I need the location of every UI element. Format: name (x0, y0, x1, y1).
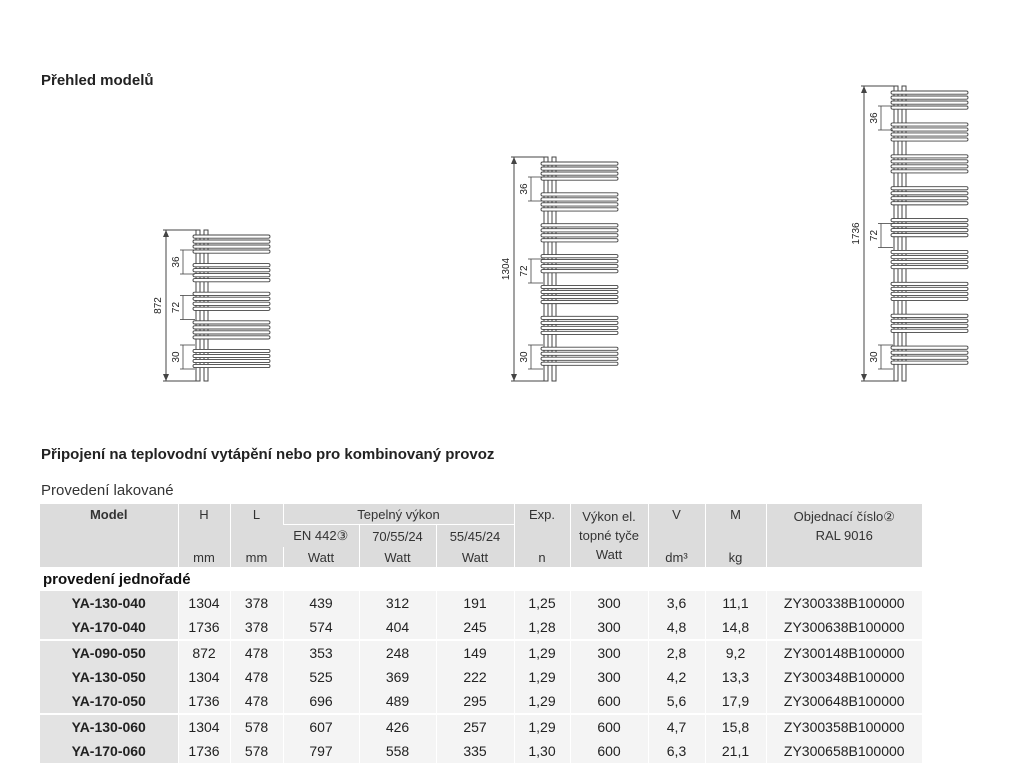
table-row (40, 689, 922, 714)
cell-l: 378 (230, 591, 283, 615)
cell-h: 1304 (178, 665, 230, 689)
radiator-drawing-small (153, 230, 270, 381)
radiator-bar (891, 91, 968, 94)
radiator-bar (891, 138, 968, 141)
header-power: Výkon el. topné tyče Watt (570, 504, 648, 567)
dimension-72-label: 72 (171, 301, 182, 314)
cell-en442: 797 (283, 739, 359, 763)
radiator-bar (891, 282, 968, 285)
radiator-bar (891, 101, 968, 104)
dimension-36-label: 36 (519, 183, 530, 195)
cell-model: YA-170-050 (40, 689, 178, 714)
radiator-bar (541, 260, 618, 263)
cell-power: 600 (570, 689, 648, 714)
radiator-bar (541, 255, 618, 258)
radiator-bar (541, 331, 618, 334)
radiator-bar (891, 133, 968, 136)
radiator-bar (541, 352, 618, 355)
radiator-bar (541, 290, 618, 293)
cell-55-45-24: 222 (436, 665, 514, 689)
cell-power: 300 (570, 591, 648, 615)
cell-order: ZY300648B100000 (766, 689, 922, 714)
radiator-bar (193, 250, 270, 253)
cell-order: ZY300148B100000 (766, 640, 922, 665)
height-dimension-label: 1736 (851, 222, 862, 245)
radiator-bar (541, 198, 618, 201)
cell-power: 600 (570, 739, 648, 763)
radiator-bar (891, 234, 968, 237)
cell-h: 1304 (178, 591, 230, 615)
radiator-drawing-medium (501, 157, 618, 381)
radiator-bar (541, 321, 618, 324)
radiator-bar (541, 265, 618, 268)
arrow-down-icon (511, 374, 517, 381)
cell-55-45-24: 245 (436, 615, 514, 640)
header-en442: EN 442③ (283, 525, 359, 548)
radiator-bar (541, 234, 618, 237)
cell-h: 1736 (178, 615, 230, 640)
header-v: V (648, 504, 705, 547)
section-title-overview: Přehled modelů (41, 72, 154, 89)
radiator-bar (541, 316, 618, 319)
cell-l: 578 (230, 714, 283, 739)
table-row (40, 714, 922, 739)
unit-en442: Watt (283, 547, 359, 567)
radiator-bar (193, 349, 270, 352)
arrow-up-icon (511, 157, 517, 164)
cell-v: 3,6 (648, 591, 705, 615)
header-55-45-24: 55/45/24 (436, 525, 514, 548)
arrow-up-icon (861, 86, 867, 93)
dimension-36-label: 36 (869, 112, 880, 124)
radiator-bar (541, 295, 618, 298)
cell-exp: 1,29 (514, 640, 570, 665)
radiator-bar (891, 170, 968, 173)
cell-en442: 574 (283, 615, 359, 640)
cell-70-55-24: 312 (359, 591, 436, 615)
unit-55-45-24: Watt (436, 547, 514, 567)
radiator-bar (193, 364, 270, 367)
radiator-bar (541, 162, 618, 165)
cell-l: 578 (230, 739, 283, 763)
radiator-bar (891, 123, 968, 126)
radiator-bar (891, 361, 968, 364)
table-row (40, 615, 922, 640)
radiator-bar (891, 96, 968, 99)
radiator-bar (891, 297, 968, 300)
cell-model: YA-130-060 (40, 714, 178, 739)
section-title-connection: Připojení na teplovodní vytápění nebo pro kombinovaný provoz (41, 446, 495, 463)
radiator-bar (891, 260, 968, 263)
header-70-55-24: 70/55/24 (359, 525, 436, 548)
header-exp: Exp. (514, 504, 570, 547)
header-m: M (705, 504, 766, 547)
radiator-bar (193, 354, 270, 357)
radiator-bar (891, 351, 968, 354)
table-row (40, 640, 922, 665)
cell-en442: 353 (283, 640, 359, 665)
radiator-bar (891, 155, 968, 158)
cell-exp: 1,29 (514, 665, 570, 689)
radiator-bar (891, 192, 968, 195)
dimension-30-label: 30 (171, 351, 182, 363)
cell-en442: 607 (283, 714, 359, 739)
cell-l: 378 (230, 615, 283, 640)
radiator-bar (891, 219, 968, 222)
cell-v: 4,7 (648, 714, 705, 739)
cell-70-55-24: 404 (359, 615, 436, 640)
table-row (40, 591, 922, 615)
model-spec-table (40, 504, 922, 763)
unit-h: mm (178, 547, 230, 567)
radiator-bar (193, 245, 270, 248)
radiator-bar (891, 128, 968, 131)
unit-exp: n (514, 547, 570, 567)
arrow-up-icon (163, 230, 169, 237)
header-heat-output: Tepelný výkon (283, 504, 514, 525)
radiator-bar (891, 324, 968, 327)
dimension-30-label: 30 (869, 351, 880, 363)
cell-m: 15,8 (705, 714, 766, 739)
radiator-bar (891, 255, 968, 258)
cell-70-55-24: 489 (359, 689, 436, 714)
radiator-bar (891, 319, 968, 322)
cell-h: 1736 (178, 689, 230, 714)
radiator-bar (541, 347, 618, 350)
radiator-bar (891, 202, 968, 205)
dimension-72-label: 72 (519, 265, 530, 277)
cell-70-55-24: 426 (359, 714, 436, 739)
radiator-bar (193, 292, 270, 295)
radiator-bar (541, 193, 618, 196)
radiator-bar (891, 356, 968, 359)
cell-m: 14,8 (705, 615, 766, 640)
cell-model: YA-170-040 (40, 615, 178, 640)
cell-70-55-24: 558 (359, 739, 436, 763)
radiator-bar (193, 307, 270, 310)
cell-exp: 1,29 (514, 714, 570, 739)
cell-m: 9,2 (705, 640, 766, 665)
cell-m: 13,3 (705, 665, 766, 689)
radiator-bar (541, 203, 618, 206)
unit-model-empty (40, 547, 178, 567)
radiator-bar (541, 208, 618, 211)
radiator-bar (891, 197, 968, 200)
cell-h: 1304 (178, 714, 230, 739)
radiator-bar (541, 167, 618, 170)
cell-55-45-24: 257 (436, 714, 514, 739)
cell-en442: 439 (283, 591, 359, 615)
radiator-bar (891, 229, 968, 232)
cell-70-55-24: 248 (359, 640, 436, 665)
radiator-bar (891, 329, 968, 332)
radiator-bar (193, 359, 270, 362)
cell-order: ZY300638B100000 (766, 615, 922, 640)
height-dimension-label: 1304 (501, 257, 512, 281)
arrow-down-icon (861, 374, 867, 381)
cell-55-45-24: 295 (436, 689, 514, 714)
radiator-bar (193, 326, 270, 329)
radiator-bar (193, 235, 270, 238)
radiator-bar (891, 106, 968, 109)
cell-order: ZY300348B100000 (766, 665, 922, 689)
table-row (40, 739, 922, 763)
cell-l: 478 (230, 689, 283, 714)
section-subtitle-finish: Provedení lakované (41, 482, 174, 499)
cell-v: 4,8 (648, 615, 705, 640)
dimension-30-label: 30 (519, 351, 530, 363)
radiator-bar (891, 287, 968, 290)
radiator-bar (891, 160, 968, 163)
cell-model: YA-170-060 (40, 739, 178, 763)
radiator-bar (541, 239, 618, 242)
cell-power: 300 (570, 640, 648, 665)
group-label-single-row: provedení jednořadé (40, 567, 922, 591)
cell-70-55-24: 369 (359, 665, 436, 689)
cell-model: YA-130-040 (40, 591, 178, 615)
unit-m: kg (705, 547, 766, 567)
cell-v: 2,8 (648, 640, 705, 665)
radiator-bar (193, 336, 270, 339)
arrow-down-icon (163, 374, 169, 381)
radiator-bar (891, 265, 968, 268)
table-row (40, 665, 922, 689)
unit-v: dm³ (648, 547, 705, 567)
radiator-bar (541, 326, 618, 329)
height-dimension-label: 872 (153, 297, 164, 314)
radiator-bar (193, 264, 270, 267)
radiator-bar (541, 177, 618, 180)
radiator-bar (541, 285, 618, 288)
cell-55-45-24: 191 (436, 591, 514, 615)
cell-model: YA-090-050 (40, 640, 178, 665)
radiator-bar (193, 302, 270, 305)
header-order-number: Objednací číslo② RAL 9016 (766, 504, 922, 567)
radiator-bar (193, 240, 270, 243)
radiator-bar (891, 346, 968, 349)
cell-h: 1736 (178, 739, 230, 763)
radiator-bar (891, 314, 968, 317)
radiator-bar (891, 224, 968, 227)
cell-exp: 1,28 (514, 615, 570, 640)
radiator-bar (541, 172, 618, 175)
cell-h: 872 (178, 640, 230, 665)
cell-en442: 525 (283, 665, 359, 689)
cell-power: 300 (570, 615, 648, 640)
radiator-bar (193, 331, 270, 334)
radiator-bar (891, 250, 968, 253)
radiator-bar (541, 224, 618, 227)
cell-power: 600 (570, 714, 648, 739)
radiator-bar (541, 300, 618, 303)
radiator-bar (193, 274, 270, 277)
cell-m: 17,9 (705, 689, 766, 714)
header-h: H (178, 504, 230, 547)
header-l: L (230, 504, 283, 547)
unit-l: mm (230, 547, 283, 567)
radiator-bar (193, 321, 270, 324)
unit-70-55-24: Watt (359, 547, 436, 567)
radiator-bar (891, 165, 968, 168)
radiator-bar (541, 362, 618, 365)
cell-55-45-24: 149 (436, 640, 514, 665)
radiator-bar (891, 187, 968, 190)
cell-en442: 696 (283, 689, 359, 714)
cell-order: ZY300658B100000 (766, 739, 922, 763)
radiator-bar (541, 270, 618, 273)
cell-exp: 1,29 (514, 689, 570, 714)
radiator-bar (541, 229, 618, 232)
cell-m: 11,1 (705, 591, 766, 615)
header-model: Model (40, 504, 178, 547)
radiator-bar (541, 357, 618, 360)
radiator-bar (891, 292, 968, 295)
radiator-bar (193, 279, 270, 282)
cell-m: 21,1 (705, 739, 766, 763)
cell-exp: 1,25 (514, 591, 570, 615)
cell-v: 5,6 (648, 689, 705, 714)
cell-l: 478 (230, 640, 283, 665)
cell-v: 4,2 (648, 665, 705, 689)
cell-power: 300 (570, 665, 648, 689)
radiator-drawing-large (851, 86, 968, 381)
radiator-bar (193, 269, 270, 272)
cell-model: YA-130-050 (40, 665, 178, 689)
dimension-36-label: 36 (171, 256, 182, 268)
radiator-bar (193, 297, 270, 300)
dimension-72-label: 72 (869, 229, 880, 242)
cell-order: ZY300338B100000 (766, 591, 922, 615)
cell-l: 478 (230, 665, 283, 689)
cell-order: ZY300358B100000 (766, 714, 922, 739)
cell-v: 6,3 (648, 739, 705, 763)
cell-exp: 1,30 (514, 739, 570, 763)
cell-55-45-24: 335 (436, 739, 514, 763)
